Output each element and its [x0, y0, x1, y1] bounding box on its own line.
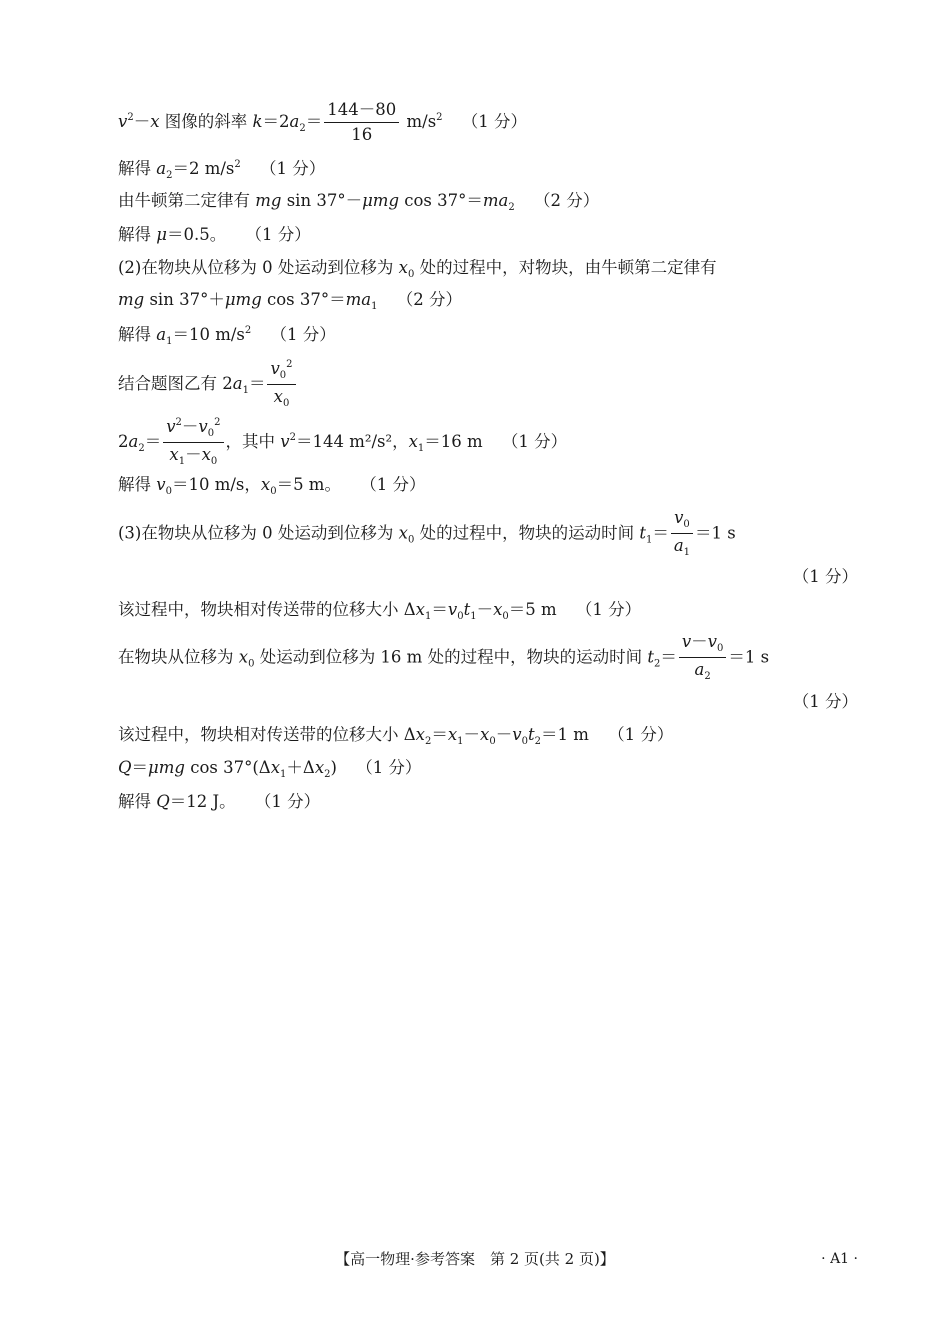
- fraction: $\frac{v_0}{a_1}$: [671, 510, 693, 558]
- line-7: 解得 $a_1=10$ $m/s^2$ （1 分）: [118, 325, 336, 347]
- line-17: Q＝μmg $\cos 37^\circ(\Delta x_1+\Delta x_2)$ （1 分）: [118, 758, 422, 780]
- fraction: $\frac{v_0^2}{x_0}$: [267, 360, 295, 409]
- line-3: 由牛顿第二定律有 mg sin 37°－μmg $\cos 37^\circ=ma_2$ （2 分）: [118, 191, 600, 213]
- fraction: $\frac{v^2-v_0^2}{x_1-x_0}$: [163, 418, 223, 467]
- line-4: 解得 μ＝0.5。 （1 分）: [118, 225, 311, 244]
- page-footer: 【高一物理·参考答案 第 2 页(共 2 页)】: [335, 1250, 615, 1268]
- score-right: （1 分）: [792, 567, 858, 586]
- line-2: 解得 $a_2=2$ $m/s^2$ （1 分）: [118, 159, 326, 181]
- line-10: 解得 $v_0=10$ m/s，$x_0=5$ m。 （1 分）: [118, 475, 426, 497]
- line-9: $2a_2=$ $\frac{v^2-v_0^2}{x_1-x_0}$ ，其中 $v^2=144$ m²/s²，$x_1=16$ m （1 分）: [118, 417, 568, 467]
- fraction: $\frac{144-80}{16}$: [324, 102, 399, 143]
- fraction: $\frac{v-v_0}{a_2}$: [679, 634, 727, 682]
- line-8: 结合题图乙有 $2a_1=$ $\frac{v_0^2}{x_0}$: [118, 360, 298, 409]
- paper-code: · A1 ·: [821, 1251, 858, 1267]
- line-13: 该过程中，物块相对传送带的位移大小 $\Delta x_1=v_0t_1-x_0=5$ m （1 分）: [118, 600, 642, 622]
- line-11: (3)在物块从位移为 0 处运动到位移为 $x_0$ 处的过程中，物块的运动时间 $t_1=$ $\frac{v_0}{a_1}$ ＝1 s: [118, 508, 736, 558]
- line-14: 在物块从位移为 $x_0$ 处运动到位移为 16 m 处的过程中，物块的运动时间 $t_2=$ $\frac{v-v_0}{a_2}$ ＝1 s: [118, 632, 770, 682]
- line-6: mg sin 37°＋μmg $\cos 37^\circ=ma_1$ （2 分）: [118, 290, 463, 312]
- line-5: (2)在物块从位移为 0 处运动到位移为 $x_0$ 处的过程中，对物块，由牛顿第二定律有: [118, 258, 717, 280]
- score-right: （1 分）: [792, 692, 858, 711]
- line-18: 解得 Q＝12 J。 （1 分）: [118, 792, 321, 811]
- line-16: 该过程中，物块相对传送带的位移大小 $\Delta x_2=x_1-x_0-v_0t_2=1$ m （1 分）: [118, 725, 674, 747]
- line-1: $v^2-x$ 图像的斜率 $k=2a_2=$ $\frac{144-80}{16}$ $m/s^2$ （1 分）: [118, 100, 528, 144]
